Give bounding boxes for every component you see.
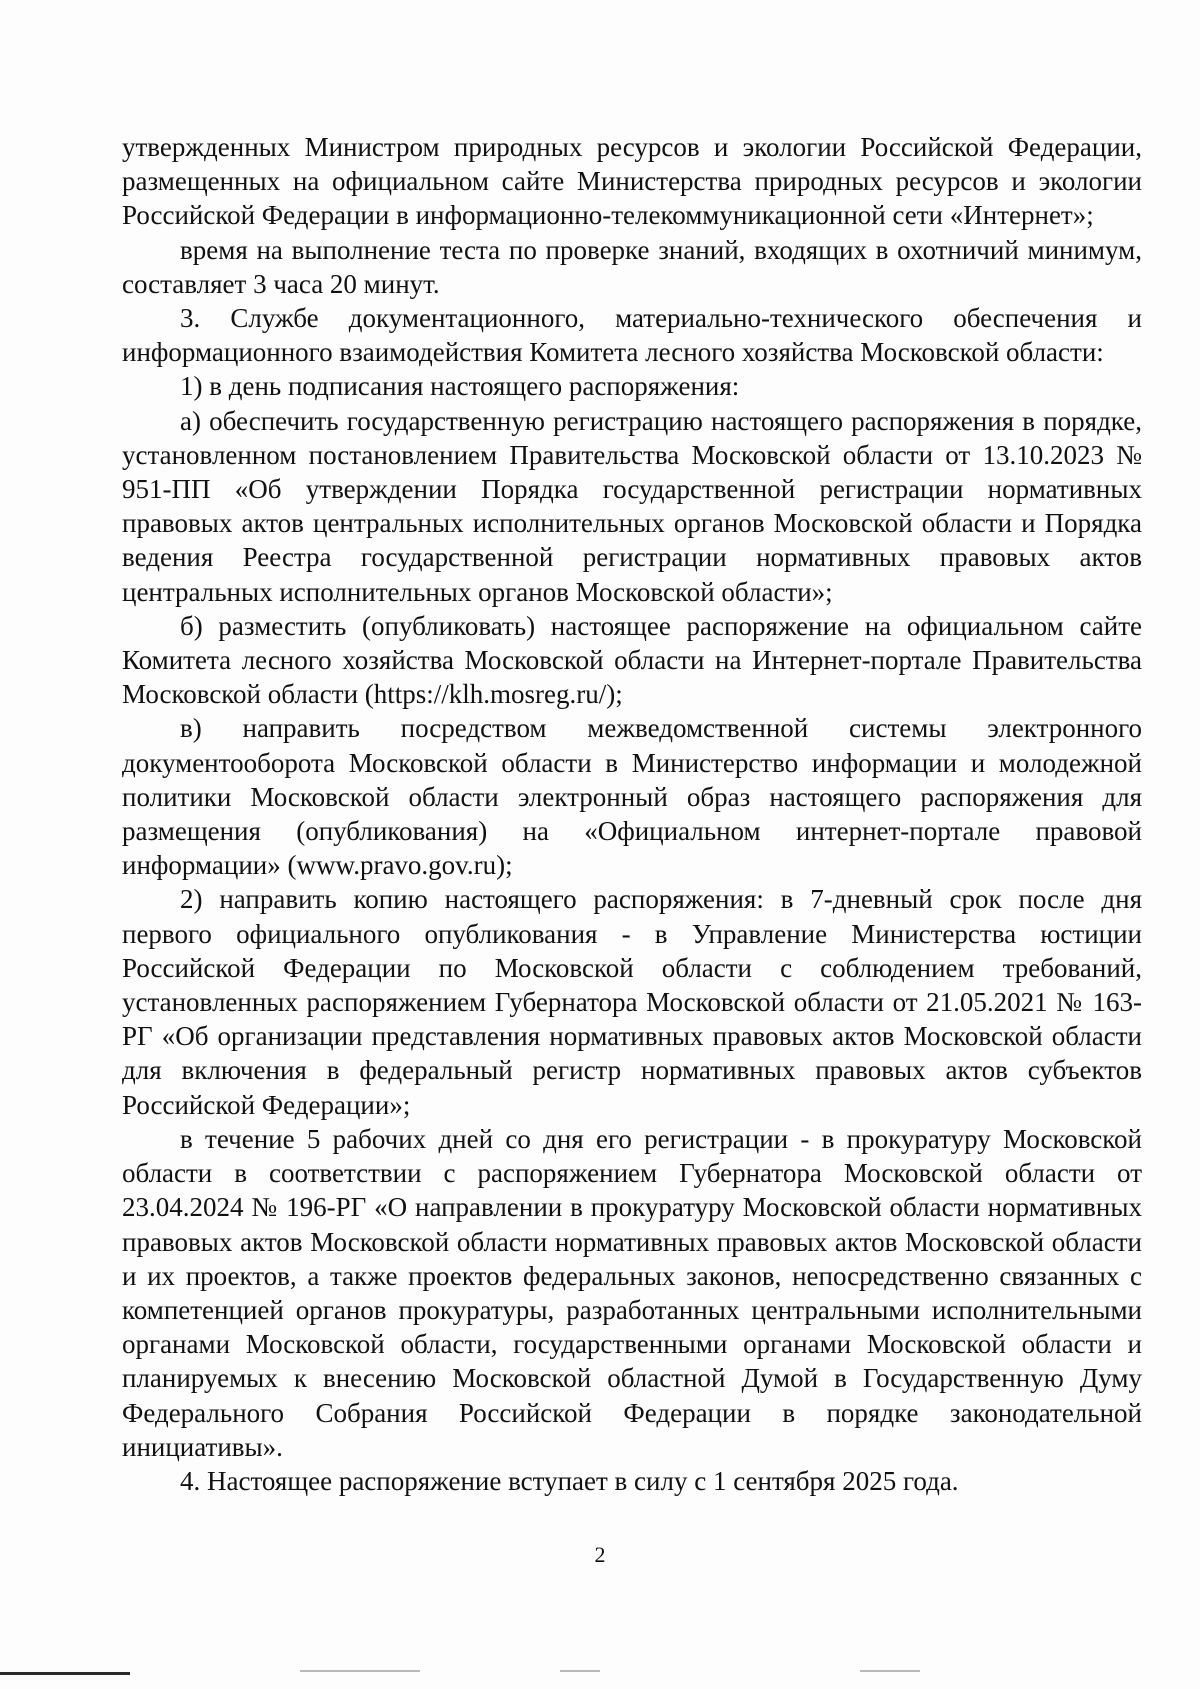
paragraph-item-3: 3. Службе документационного, материально-технического обеспечения и информационного взаимодействия Комитета лесного хозяйства Московской области: [122, 303, 1142, 368]
paragraph-subitem-1: 1) в день подписания настоящего распоряжения: [180, 371, 740, 402]
scan-smudge-2 [560, 1670, 600, 1672]
paragraph-subitem-2: 2) направить копию настоящего распоряжения: в 7-дневный срок после дня первого официального опубликования - в Управление Министерства юстиции Российской Федерации по Московской области с соблюдением требований, установленных распоряжением Губернатора Московской области от 21.05.2021 № 163-РГ «Об организации представления нормативных правовых актов Московской области для включения в федеральный регистр нормативных правовых актов субъектов Российской Федерации»; [122, 884, 1142, 1120]
scan-smudge-1 [300, 1670, 420, 1672]
paragraph-prosecutor-submission: в течение 5 рабочих дней со дня его регистрации - в прокуратуру Московской области в соответствии с распоряжением Губернатора Московской области от 23.04.2024 № 196-РГ «О направлении в прокуратуру Московской области нормативных правовых актов Московской области нормативных правовых актов Московской области и их проектов, а также проектов федеральных законов, непосредственно связанных с компетенцией органов прокуратуры, разработанных центральными исполнительными органами Московской области, государственными органами Московской области и планируемых к внесению Московской областной Думой в Государственную Думу Федерального Собрания Российской Федерации в порядке законодательной инициативы». [122, 1123, 1142, 1462]
paragraph-approved-list-continuation: утвержденных Министром природных ресурсов и экологии Российской Федерации, размещенных на официальном сайте Министерства природных ресурсов и экологии Российской Федерации в информационно-телекоммуникационной сети «Интернет»; [122, 132, 1142, 231]
paragraph-test-duration: время на выполнение теста по проверке знаний, входящих в охотничий минимум, составляет 3 часа 20 минут. [122, 234, 1142, 299]
scan-edge-line [0, 1672, 130, 1675]
page-number: 2 [594, 1542, 606, 1567]
paragraph-item-4-effective-date: 4. Настоящее распоряжение вступает в силу с 1 сентября 2025 года. [180, 1465, 959, 1496]
paragraph-subitem-1v: в) направить посредством межведомственной системы электронного документооборота Московской области в Министерство информации и молодежной политики Московской области электронный образ настоящего распоряжения для размещения (опубликования) на «Официальном интернет-портале правовой информации» (www.pravo.gov.ru); [122, 713, 1142, 881]
paragraph-subitem-1b: б) разместить (опубликовать) настоящее распоряжение на официальном сайте Комитета лесного хозяйства Московской области на Интернет-портале Правительства Московской области (https://klh.mosreg.ru/); [122, 610, 1142, 710]
paragraph-subitem-1a: а) обеспечить государственную регистрацию настоящего распоряжения в порядке, установленном постановлением Правительства Московской области от 13.10.2023 № 951-ПП «Об утверждении Порядка государственной регистрации нормативных правовых актов центральных исполнительных органов Московской области и Порядка ведения Реестра государственной регистрации нормативных правовых актов центральных исполнительных органов Московской области»; [122, 405, 1142, 607]
scan-smudge-3 [860, 1670, 920, 1672]
document-body [122, 130, 1142, 1498]
